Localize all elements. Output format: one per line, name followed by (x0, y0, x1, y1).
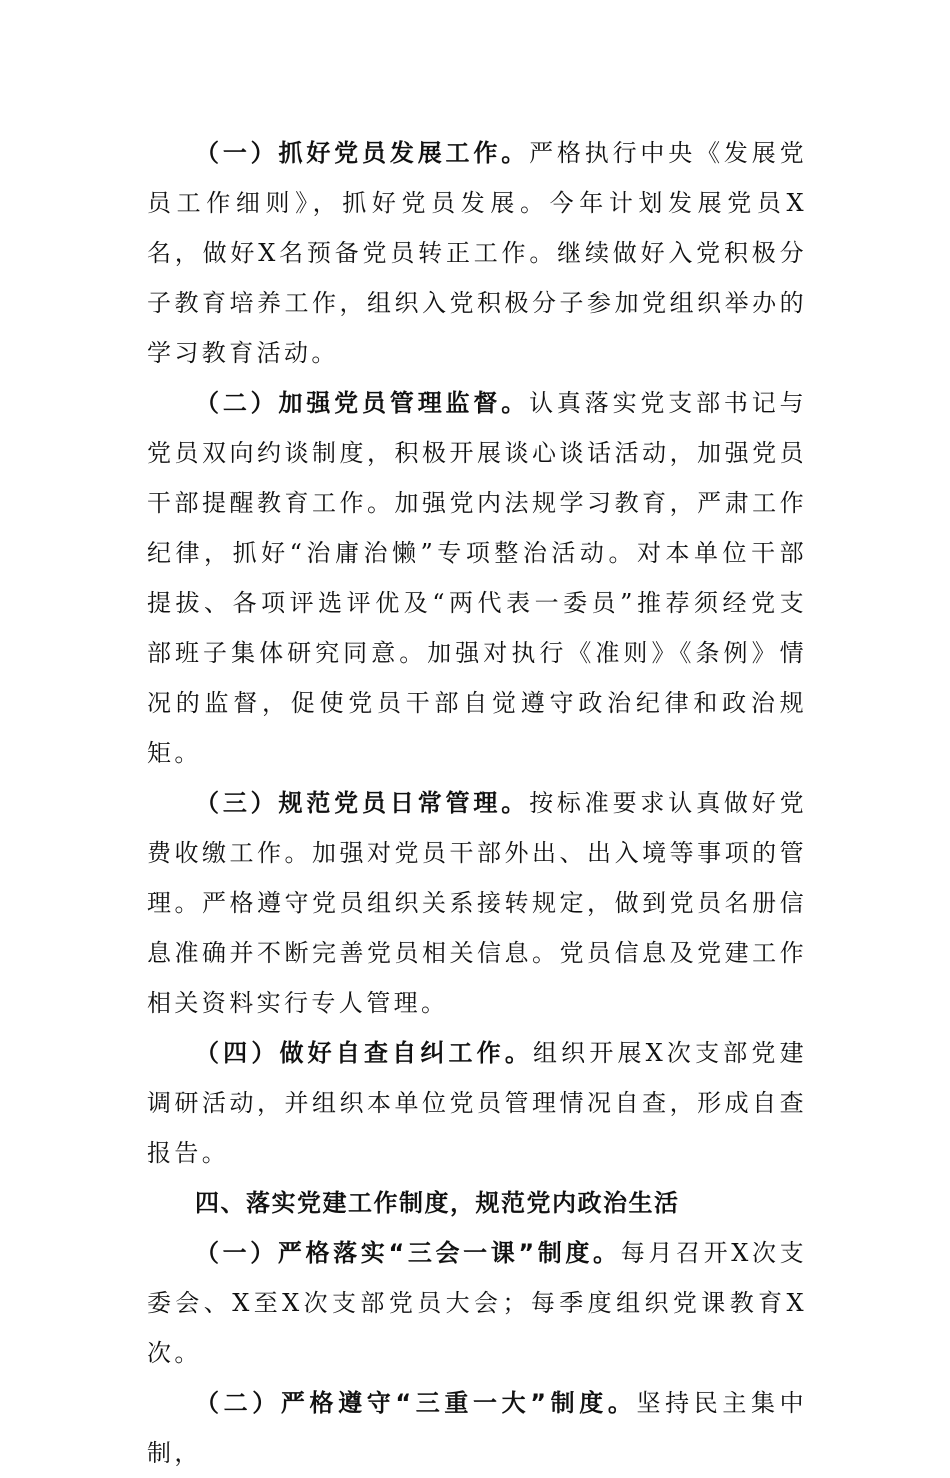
paragraph-self-inspection (147, 1028, 807, 1178)
paragraph-lead: （一）严格落实“三会一课”制度。 (195, 1239, 621, 1267)
paragraph-three-meetings (147, 1228, 807, 1378)
section-heading: 四、落实党建工作制度，规范党内政治生活 (195, 1189, 680, 1217)
paragraph-lead: （一）抓好党员发展工作。 (195, 139, 530, 167)
paragraph-member-supervision (147, 378, 807, 778)
paragraph-lead: （二）严格遵守“三重一大”制度。 (195, 1389, 637, 1417)
paragraph-text: 组织开展X次支部党建调研活动，并组织本单位党员管理情况自查，形成自查报告。 (147, 1039, 807, 1167)
paragraph-text: 严格执行中央《发展党员工作细则》，抓好党员发展。今年计划发展党员X名，做好X名预备党员转正工作。继续做好入党积极分子教育培养工作，组织入党积极分子参加党组织举办的学习教育活动。 (147, 139, 807, 367)
paragraph-lead: （四）做好自查自纠工作。 (195, 1039, 533, 1067)
paragraph-three-important (147, 1378, 807, 1478)
paragraph-daily-management (147, 778, 807, 1028)
paragraph-text: 认真落实党支部书记与党员双向约谈制度，积极开展谈心谈话活动，加强党员干部提醒教育工作。加强党内法规学习教育，严肃工作纪律，抓好“治庸治懒”专项整治活动。对本单位干部提拔、各项评选评优及“两代表一委员”推荐须经党支部班子集体研究同意。加强对执行《准则》《条例》情况的监督，促使党员干部自觉遵守政治纪律和政治规矩。 (147, 389, 807, 767)
paragraph-party-member-development (147, 128, 807, 378)
paragraph-lead: （二）加强党员管理监督。 (195, 389, 530, 417)
paragraph-lead: （三）规范党员日常管理。 (195, 789, 530, 817)
paragraph-text: 坚持民主集中制， (147, 1389, 807, 1467)
document-body (147, 128, 807, 1478)
paragraph-text: 按标准要求认真做好党费收缴工作。加强对党员干部外出、出入境等事项的管理。严格遵守党员组织关系接转规定，做到党员名册信息准确并不断完善党员相关信息。党员信息及党建工作相关资料实行专人管理。 (147, 789, 807, 1017)
paragraph-text: 每月召开X次支委会、X至X次支部党员大会；每季度组织党课教育X次。 (147, 1239, 807, 1367)
